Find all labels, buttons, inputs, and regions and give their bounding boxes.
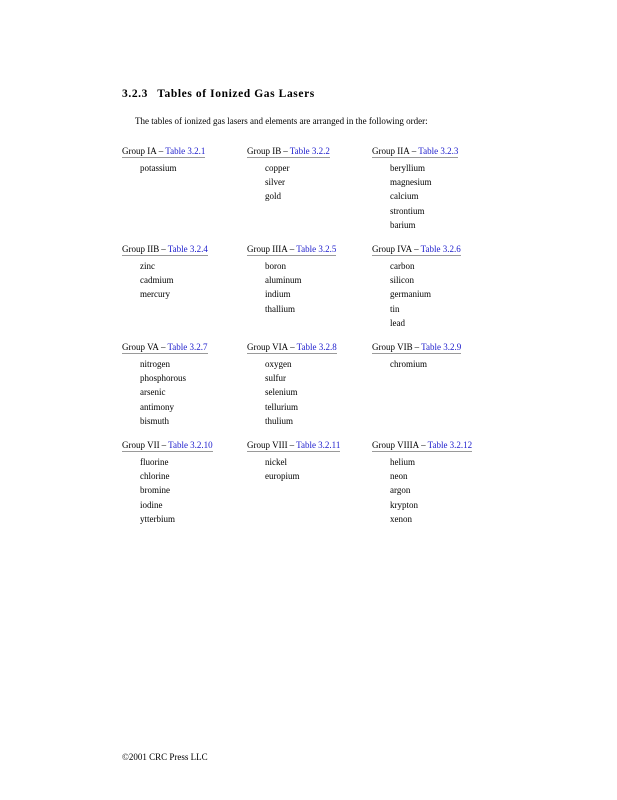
element-item: beryllium bbox=[390, 163, 425, 173]
element-item: tin bbox=[390, 303, 400, 314]
group-name: Group IB bbox=[247, 146, 282, 156]
element-item: bismuth bbox=[140, 415, 170, 426]
element-item: selenium bbox=[265, 387, 298, 398]
element-list bbox=[247, 455, 372, 483]
group-block bbox=[247, 239, 372, 337]
group-name: Group VIB bbox=[372, 342, 413, 352]
element-item: zinc bbox=[140, 261, 155, 271]
group-dash: – bbox=[158, 146, 164, 156]
group-header bbox=[247, 145, 330, 158]
element-list bbox=[122, 259, 247, 302]
element-item: thulium bbox=[265, 415, 294, 426]
element-item: lead bbox=[390, 317, 405, 328]
group-block bbox=[122, 239, 247, 337]
element-item: chromium bbox=[390, 359, 427, 369]
table-link[interactable]: Table 3.2.8 bbox=[296, 342, 337, 352]
element-item: europium bbox=[265, 471, 300, 482]
element-list bbox=[372, 161, 497, 232]
group-header bbox=[372, 243, 461, 256]
table-link[interactable]: Table 3.2.2 bbox=[289, 146, 330, 156]
element-list bbox=[247, 357, 372, 428]
element-item: calcium bbox=[390, 191, 419, 202]
group-name: Group VIIIA bbox=[372, 440, 420, 450]
element-item: nickel bbox=[265, 457, 287, 467]
group-block bbox=[122, 141, 247, 239]
element-item: copper bbox=[265, 163, 290, 173]
groups-row bbox=[122, 239, 522, 337]
element-item: germanium bbox=[390, 289, 431, 300]
element-item: xenon bbox=[390, 513, 412, 524]
element-item: gold bbox=[265, 191, 282, 202]
table-link[interactable]: Table 3.2.1 bbox=[165, 146, 206, 156]
element-item: krypton bbox=[390, 499, 418, 510]
element-item: barium bbox=[390, 219, 416, 230]
group-dash: – bbox=[283, 146, 288, 156]
element-list bbox=[122, 357, 247, 428]
groups-row bbox=[122, 141, 522, 239]
element-item: silver bbox=[265, 177, 285, 188]
element-item: nitrogen bbox=[140, 359, 170, 369]
copyright-footer: ©2001 CRC Press LLC bbox=[122, 752, 208, 762]
group-dash: – bbox=[289, 244, 295, 254]
table-link[interactable]: Table 3.2.6 bbox=[420, 244, 461, 254]
group-header bbox=[122, 341, 208, 354]
group-dash: – bbox=[161, 244, 166, 254]
element-item: ytterbium bbox=[140, 513, 175, 524]
group-block bbox=[247, 141, 372, 239]
group-block bbox=[372, 239, 497, 337]
group-header bbox=[372, 439, 472, 452]
element-item: iodine bbox=[140, 499, 163, 510]
element-list bbox=[247, 161, 372, 204]
group-block bbox=[372, 435, 497, 533]
group-dash: – bbox=[160, 342, 166, 352]
group-name: Group VIA bbox=[247, 342, 289, 352]
group-name: Group VA bbox=[122, 342, 159, 352]
element-item: sulfur bbox=[265, 373, 286, 384]
group-header bbox=[247, 439, 340, 452]
group-name: Group IIIA bbox=[247, 244, 288, 254]
element-item: aluminum bbox=[265, 275, 302, 286]
element-list bbox=[122, 161, 247, 175]
group-dash: – bbox=[414, 342, 420, 352]
table-link[interactable]: Table 3.2.9 bbox=[421, 342, 462, 352]
element-item: thallium bbox=[265, 303, 295, 314]
element-item: argon bbox=[390, 485, 411, 496]
element-item: fluorine bbox=[140, 457, 169, 467]
group-name: Group VII bbox=[122, 440, 160, 450]
element-item: indium bbox=[265, 289, 291, 300]
element-item: oxygen bbox=[265, 359, 292, 369]
element-list bbox=[247, 259, 372, 316]
element-item: antimony bbox=[140, 401, 174, 412]
table-link[interactable]: Table 3.2.3 bbox=[418, 146, 459, 156]
group-name: Group IIA bbox=[372, 146, 410, 156]
element-item: cadmium bbox=[140, 275, 174, 286]
table-link[interactable]: Table 3.2.10 bbox=[168, 440, 213, 450]
group-block bbox=[122, 337, 247, 435]
element-list bbox=[122, 455, 247, 526]
group-dash: – bbox=[414, 244, 419, 254]
group-header bbox=[247, 341, 337, 354]
section-title: Tables of Ionized Gas Lasers bbox=[157, 88, 315, 100]
groups-row bbox=[122, 337, 522, 435]
group-header bbox=[372, 145, 458, 158]
groups-grid bbox=[122, 141, 522, 533]
group-dash: – bbox=[421, 440, 426, 450]
element-item: silicon bbox=[390, 275, 414, 286]
element-item: neon bbox=[390, 471, 408, 482]
element-item: carbon bbox=[390, 261, 415, 271]
group-name: Group IA bbox=[122, 146, 157, 156]
group-name: Group IVA bbox=[372, 244, 413, 254]
element-item: magnesium bbox=[390, 177, 432, 188]
groups-row bbox=[122, 435, 522, 533]
group-header bbox=[122, 243, 208, 256]
group-block bbox=[122, 435, 247, 533]
table-link[interactable]: Table 3.2.5 bbox=[296, 244, 337, 254]
table-link[interactable]: Table 3.2.7 bbox=[167, 342, 208, 352]
section-number: 3.2.3 bbox=[122, 88, 148, 100]
group-block bbox=[372, 337, 497, 435]
section-heading bbox=[122, 88, 315, 100]
element-item: tellurium bbox=[265, 401, 298, 412]
group-header bbox=[122, 439, 213, 452]
group-block bbox=[247, 337, 372, 435]
element-list bbox=[372, 259, 497, 330]
group-name: Group IIB bbox=[122, 244, 160, 254]
element-list bbox=[372, 357, 497, 371]
group-dash: – bbox=[290, 342, 295, 352]
group-dash: – bbox=[289, 440, 295, 450]
group-name: Group VIII bbox=[247, 440, 288, 450]
element-item: potassium bbox=[140, 163, 177, 173]
group-block bbox=[247, 435, 372, 533]
element-item: bromine bbox=[140, 485, 170, 496]
table-link[interactable]: Table 3.2.4 bbox=[167, 244, 208, 254]
intro-paragraph: The tables of ionized gas lasers and elements are arranged in the following order: bbox=[135, 116, 428, 126]
element-item: arsenic bbox=[140, 387, 166, 398]
group-dash: – bbox=[411, 146, 417, 156]
group-header bbox=[247, 243, 336, 256]
element-item: chlorine bbox=[140, 471, 170, 482]
table-link[interactable]: Table 3.2.11 bbox=[296, 440, 341, 450]
group-header bbox=[122, 145, 205, 158]
element-item: mercury bbox=[140, 289, 170, 300]
table-link[interactable]: Table 3.2.12 bbox=[427, 440, 473, 450]
group-header bbox=[372, 341, 461, 354]
group-block bbox=[372, 141, 497, 239]
element-item: phosphorous bbox=[140, 373, 187, 384]
element-list bbox=[372, 455, 497, 526]
element-item: helium bbox=[390, 457, 415, 467]
group-dash: – bbox=[161, 440, 167, 450]
element-item: strontium bbox=[390, 205, 425, 216]
element-item: boron bbox=[265, 261, 286, 271]
